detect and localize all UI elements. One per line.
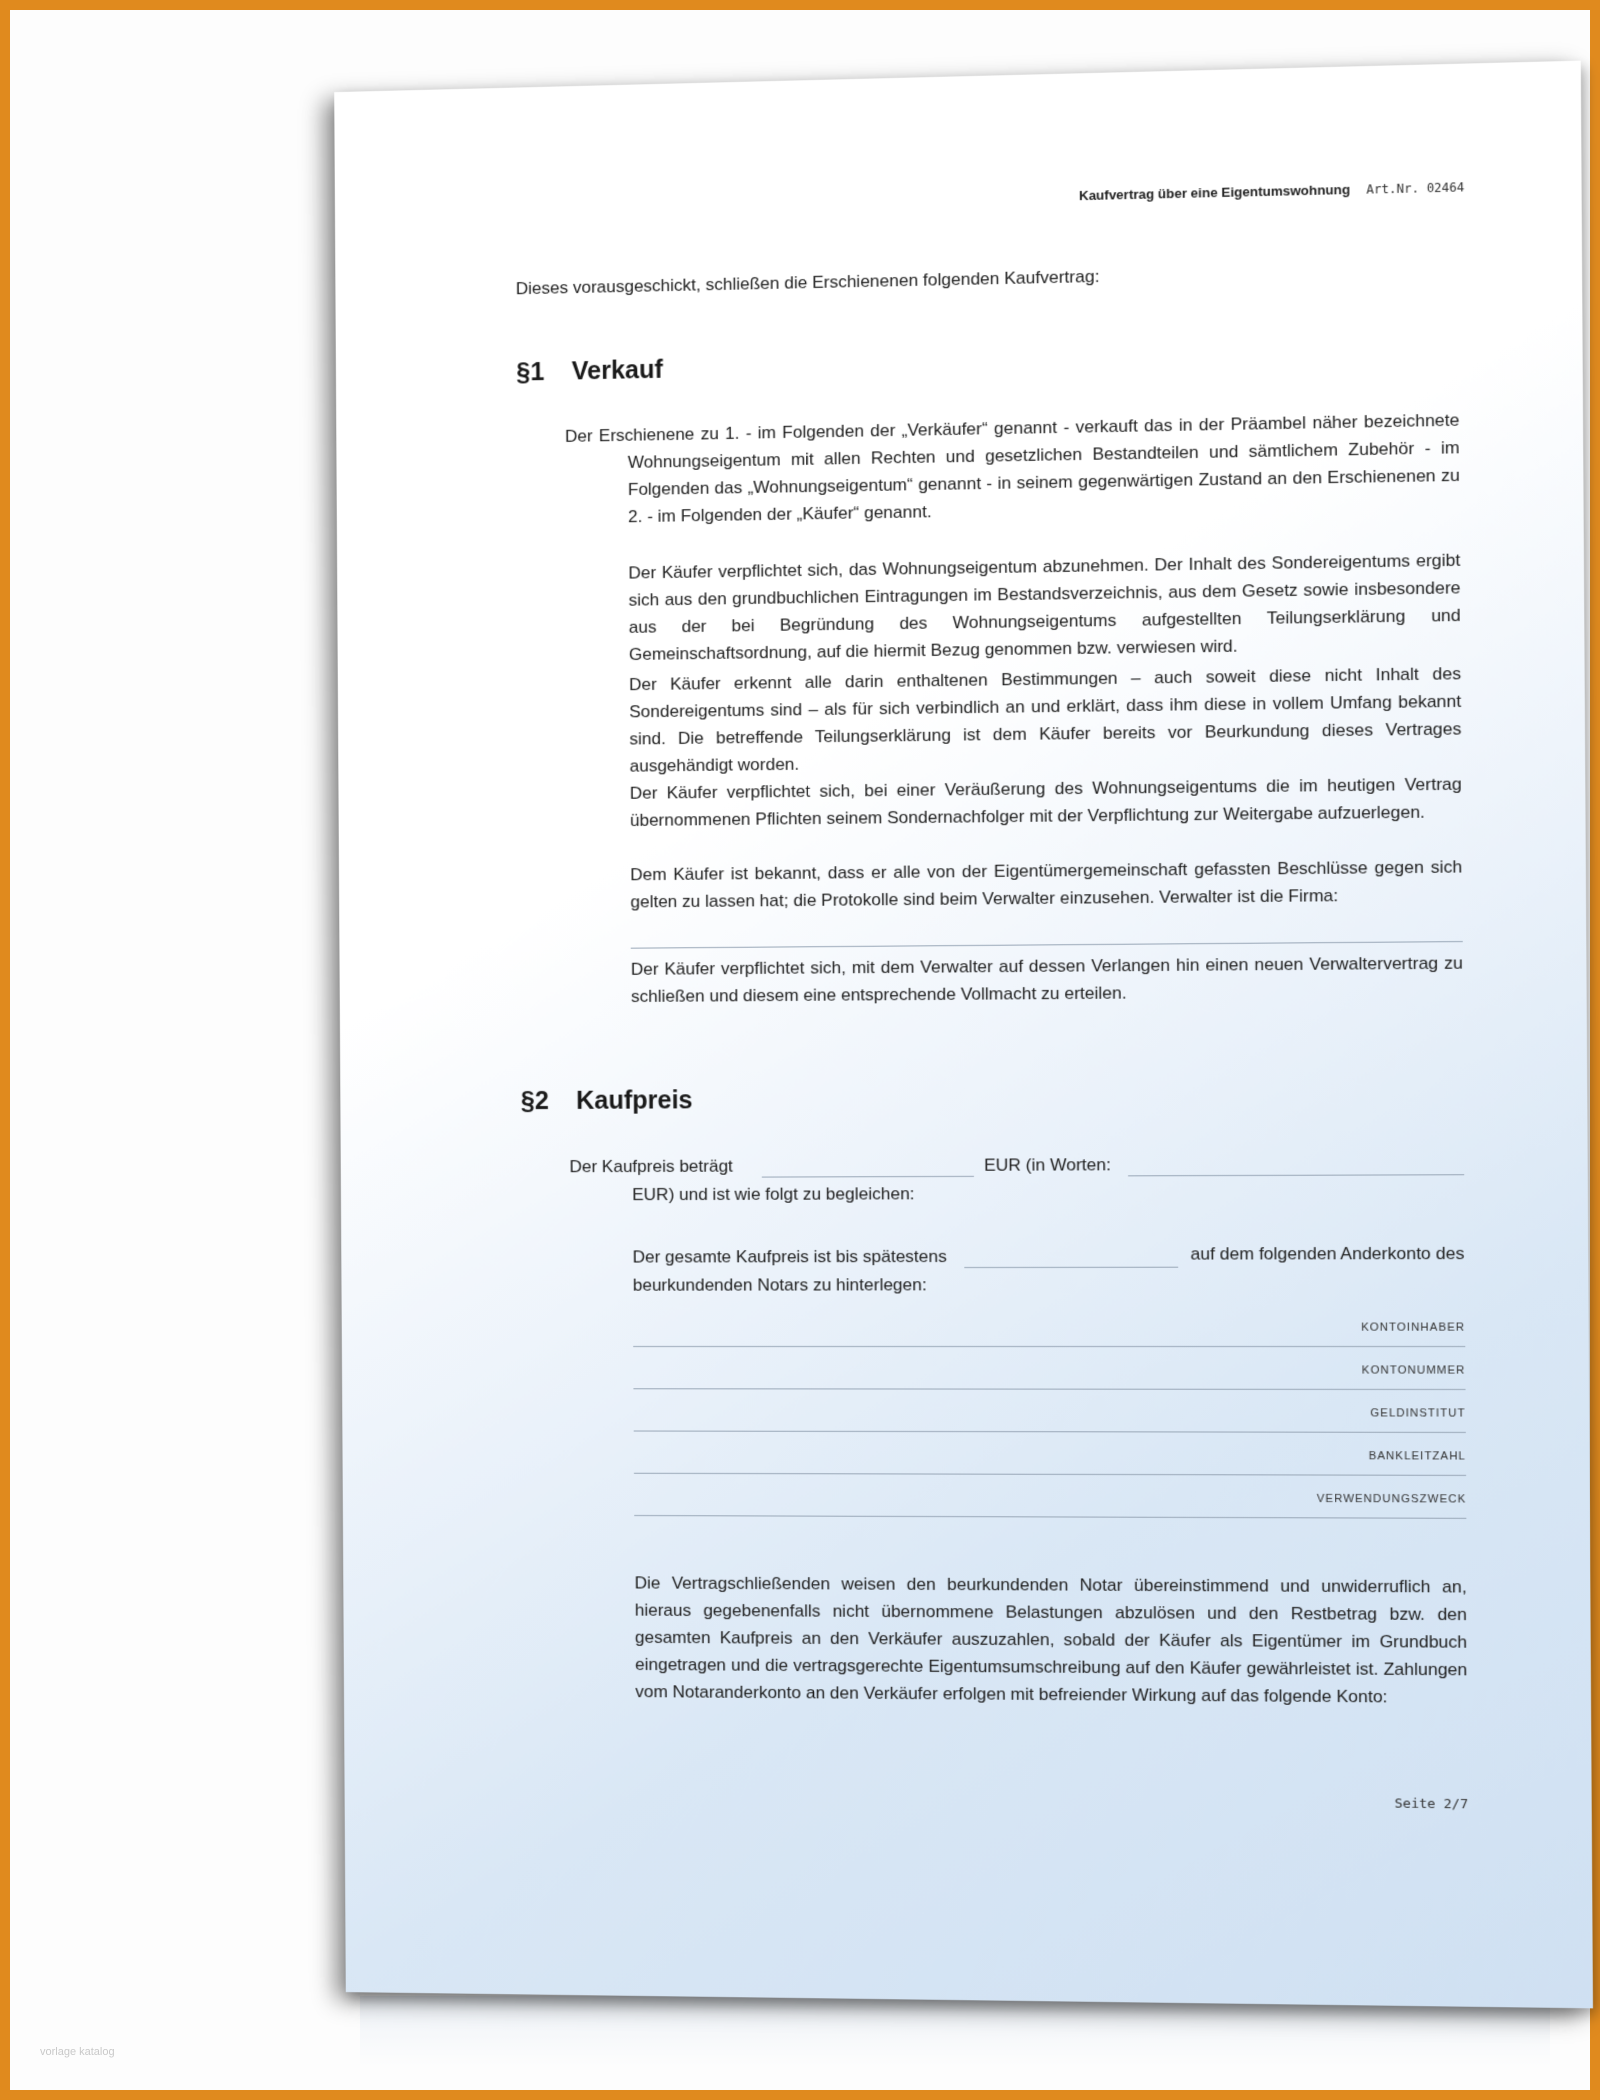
verwalter-fill-line <box>631 941 1463 949</box>
section1-paragraph: Der Erschienene zu 1. - im Folgenden der „Verkäufer“ genannt - verkauft das in der Präambel näher bezeichnete Wohnungseigentum mit allen Rechten und gesetzlichen Bestandteilen und sämtlichem Zubehör - im Folgenden das „Wohnungseigentum“ genannt - in seinem gegenwärtigen Zustand an den Erschienenen zu 2. - im Folgenden der „Käufer“ genannt. <box>564 410 1460 527</box>
section2-number: §2 <box>520 1086 549 1116</box>
account-field-line <box>634 1515 1466 1519</box>
document-header <box>1079 179 1464 203</box>
article-number: Art.Nr. 02464 <box>1366 180 1465 197</box>
account-field-line <box>634 1473 1466 1476</box>
section2-heading <box>521 1086 693 1116</box>
price-suffix: EUR) und ist wie folgt zu begleichen: <box>632 1184 915 1205</box>
price-mid: EUR (in Worten: <box>984 1155 1112 1175</box>
price-fill-line <box>762 1176 974 1178</box>
account-field-label: VERWENDUNGSZWECK <box>1316 1492 1467 1506</box>
intro-text: Dieses vorausgeschickt, schließen die Erschienenen folgenden Kaufvertrag: <box>515 266 1100 299</box>
account-field-line <box>633 1388 1465 1390</box>
section1-number: §1 <box>516 357 545 387</box>
account-field-label: GELDINSTITUT <box>1370 1407 1466 1420</box>
account-fields <box>633 1317 1466 1532</box>
section2-closing-paragraph: Die Vertragschließenden weisen den beurkundenden Notar übereinstimmend und unwiderruflich an, hieraus gegebenenfalls nicht übernommene Belastungen abzulösen und den Restbetrag bzw. den gesamten Kaufpreis an den Verkäufer auszuzahlen, sobald der Käufer als Eigentümer im Grundbuch eingetragen und die vertragsgerechte Eigentumsumschreibung auf den Käufer gewährleistet ist. Zahlungen vom Notaranderkonto an den Verkäufer erfolgen mit befreiender Wirkung auf das folgende Konto: <box>634 1573 1468 1707</box>
deadline-line2: beurkundenden Notars zu hinterlegen: <box>632 1275 927 1295</box>
account-field-label: BANKLEITZAHL <box>1368 1450 1467 1463</box>
deadline-fill-line <box>964 1267 1178 1268</box>
section1-heading <box>516 356 663 388</box>
section1-paragraph: Der Käufer verpflichtet sich, bei einer Veräußerung des Wohnungseigentums die im heutigen Vertrag übernommenen Pflichten seinem Sondernachfolger mit der Verpflichtung zur Weitergabe aufzuerlegen. <box>629 774 1462 831</box>
section1-paragraph: Der Käufer verpflichtet sich, mit dem Verwalter auf dessen Verlangen hin einen neuen Verwaltervertrag zu schließen und diesem eine entsprechende Vollmacht zu erteilen. <box>630 953 1463 1007</box>
page-reflection <box>360 1996 1550 2066</box>
account-field-label: KONTOINHABER <box>1361 1321 1466 1334</box>
account-field-line <box>633 1346 1465 1347</box>
document-title: Kaufvertrag über eine Eigentumswohnung <box>1078 181 1351 204</box>
section1-title: Verkauf <box>571 355 663 386</box>
watermark: vorlage katalog <box>40 2046 115 2058</box>
section1-paragraph: Der Käufer erkennt alle darin enthaltenen Bestimmungen – auch soweit diese nicht Inhalt des Sondereigentums sind – als für sich verbindlich an und erklärt, dass ihm diese in vollem Umfang bekannt sind. Die betreffende Teilungserklärung ist dem Käufer bereits vor Beurkundung dieses Vertrages ausgehändigt worden. <box>629 663 1462 776</box>
document-page <box>334 61 1593 2009</box>
account-field-label: KONTONUMMER <box>1361 1364 1466 1377</box>
section2-title: Kaufpreis <box>576 1086 693 1115</box>
price-prefix: Der Kaufpreis beträgt <box>569 1156 733 1177</box>
deadline-suffix: auf dem folgenden Anderkonto des <box>1190 1243 1465 1264</box>
section1-paragraph: Dem Käufer ist bekannt, dass er alle von der Eigentümergemeinschaft gefassten Beschlüsse gegen sich gelten zu lassen hat; die Protokolle sind beim Verwalter einzusehen. Verwalter ist die Firma: <box>630 857 1463 912</box>
section1-paragraph: Der Käufer verpflichtet sich, das Wohnungseigentum abzunehmen. Der Inhalt des Sondereigentums ergibt sich aus den grundbuchlichen Eintragungen im Bestandsverzeichnis, aus dem Gesetz sowie insbesondere aus der bei Begründung des Wohnungseigentums aufgestellten Teilungserklärung und Gemeinschaftsordnung, auf die hiermit Bezug genommen bzw. verwiesen wird. <box>628 550 1461 665</box>
deadline-prefix: Der gesamte Kaufpreis ist bis spätestens <box>632 1246 947 1267</box>
price-words-fill-line <box>1128 1174 1464 1176</box>
page-number: Seite 2/7 <box>1394 1796 1469 1813</box>
account-field-line <box>634 1431 1466 1433</box>
